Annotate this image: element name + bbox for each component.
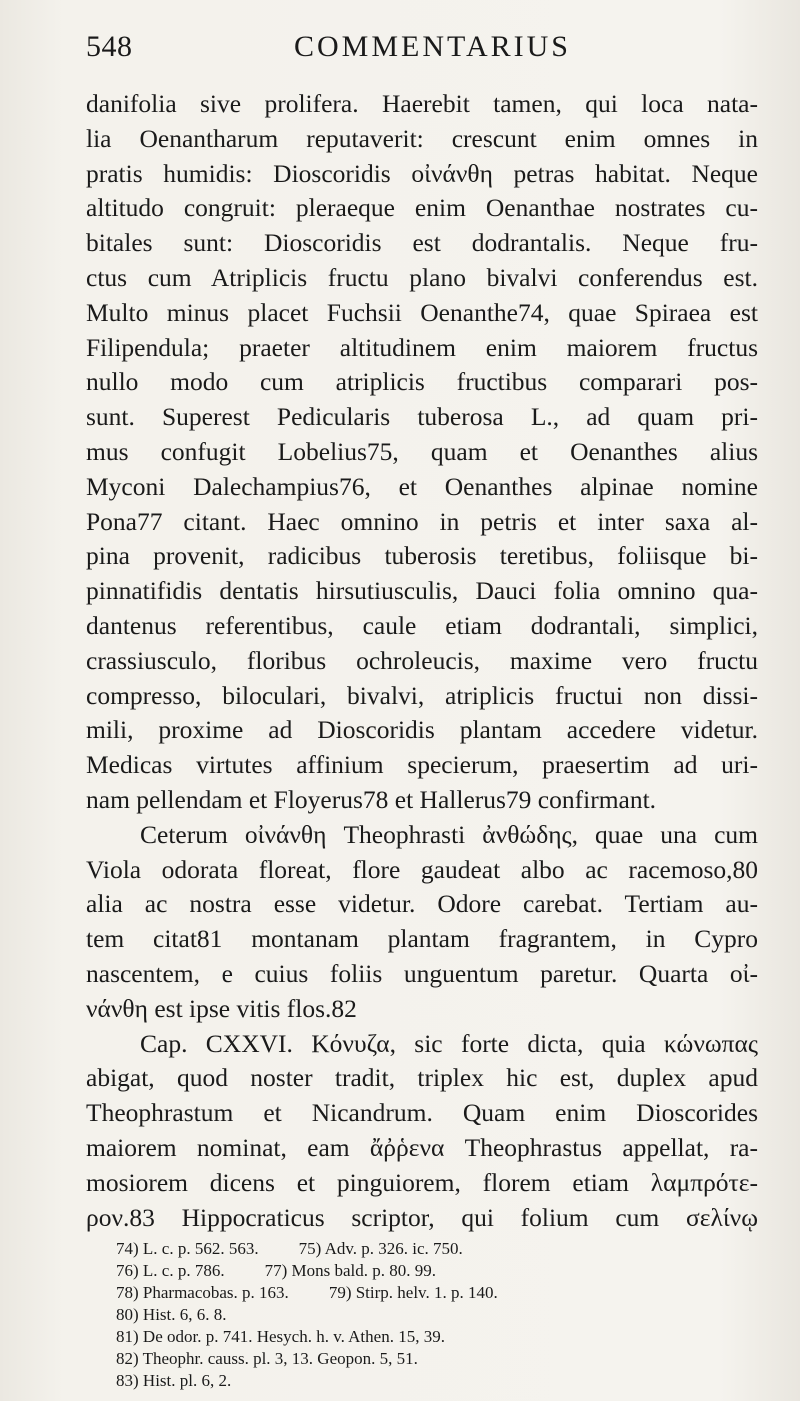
footnote-row <box>116 1238 676 1260</box>
text-line: pratis humidis: Dioscoridis οἰνάνθη petras habitat. Neque <box>86 158 758 188</box>
text-line: nullo modo cum atriplicis fructibus comparari pos- <box>86 367 758 397</box>
text-line: Filipendula; praeter altitudinem enim maiorem fructus <box>86 332 758 362</box>
text-line: Theophrastum et Nicandrum. Quam enim Dioscorides <box>86 1098 758 1128</box>
footnote: 78) Pharmacobas. p. 163. <box>116 1283 289 1302</box>
text-line: mus confugit Lobelius75, quam et Oenanthes alius <box>86 436 758 466</box>
text-line: mili, proxime ad Dioscoridis plantam accedere videtur. <box>86 715 758 745</box>
text-line: lia Oenantharum reputaverit: crescunt enim omnes in <box>86 123 758 153</box>
footnote: 74) L. c. p. 562. 563. <box>116 1239 259 1258</box>
footnote: 81) De odor. p. 741. Hesych. h. v. Athen. 15, 39. <box>116 1327 445 1346</box>
text-line: compresso, biloculari, bivalvi, atriplicis fructui non dissi- <box>86 680 758 710</box>
text-line: maiorem nominat, eam ἄῤῥενα Theophrastus appellat, ra- <box>86 1132 758 1162</box>
text-line: tem citat81 montanam plantam fragrantem, in Cypro <box>86 924 758 954</box>
text-line: abigat, quod noster tradit, triplex hic est, duplex apud <box>86 1063 758 1093</box>
text-line: nascentem, e cuius foliis unguentum paretur. Quarta οἰ- <box>86 958 758 988</box>
text-line: pinnatifidis dentatis hirsutiusculis, Dauci folia omnino qua- <box>86 576 758 606</box>
footnote-row <box>116 1282 676 1304</box>
text-line: Pona77 citant. Haec omnino in petris et inter saxa al- <box>86 506 758 536</box>
footnote: 82) Theophr. causs. pl. 3, 13. Geopon. 5, 51. <box>116 1349 418 1368</box>
text-line: Viola odorata floreat, flore gaudeat albo ac racemoso,80 <box>86 854 758 884</box>
footnote-row <box>116 1260 676 1282</box>
text-line: νάνθη est ipse vitis flos.82 <box>86 993 357 1023</box>
text-line: alia ac nostra esse videtur. Odore carebat. Tertiam au- <box>86 889 758 919</box>
text-line: mosiorem dicens et pinguiorem, florem etiam λαμπρότε- <box>86 1167 758 1197</box>
text-line: nam pellendam et Floyerus78 et Hallerus79 confirmant. <box>86 784 657 814</box>
text-line: ctus cum Atriplicis fructu plano bivalvi conferendus est. <box>86 262 758 292</box>
body-text <box>86 87 758 1235</box>
text-line: ρον.83 Hippocraticus scriptor, qui folium cum σελίνῳ <box>86 1202 758 1232</box>
text-line: sunt. Superest Pedicularis tuberosa L., ad quam pri- <box>86 402 758 432</box>
text-line: bitales sunt: Dioscoridis est dodrantalis. Neque fru- <box>86 228 758 258</box>
footnotes <box>116 1238 676 1392</box>
text-line: altitudo congruit: pleraeque enim Oenanthae nostrates cu- <box>86 193 758 223</box>
text-line: crassiusculo, floribus ochroleucis, maxime vero fructu <box>86 645 758 675</box>
text-line: dantenus referentibus, caule etiam dodrantali, simplici, <box>86 610 758 640</box>
text-line: danifolia sive prolifera. Haerebit tamen, qui loca nata- <box>86 89 758 118</box>
paragraph-start-line: Ceterum οἰνάνθη Theophrasti ἀνθώδης, quae una cum <box>140 819 758 849</box>
text-line: Multo minus placet Fuchsii Oenanthe74, quae Spiraea est <box>86 297 758 327</box>
page-header <box>86 30 756 74</box>
running-title: COMMENTARIUS <box>294 30 571 63</box>
footnote: 76) L. c. p. 786. <box>116 1261 225 1280</box>
footnote: 79) Stirp. helv. 1. p. 140. <box>328 1283 498 1302</box>
footnote: 77) Mons bald. p. 80. 99. <box>264 1261 437 1280</box>
page-number: 548 <box>86 30 133 63</box>
text-line: Medicas virtutes affinium specierum, praesertim ad uri- <box>86 750 758 780</box>
text-line: pina provenit, radicibus tuberosis teretibus, foliisque bi- <box>86 541 758 571</box>
text-line: Myconi Dalechampius76, et Oenanthes alpinae nomine <box>86 471 758 501</box>
footnote: 83) Hist. pl. 6, 2. <box>116 1371 232 1390</box>
paragraph-start-line: Cap. CXXVI. Κόνυζα, sic forte dicta, quia κώνωπας <box>140 1028 758 1058</box>
footnote: 75) Adv. p. 326. ic. 750. <box>298 1239 463 1258</box>
footnote: 80) Hist. 6, 6. 8. <box>116 1305 227 1324</box>
